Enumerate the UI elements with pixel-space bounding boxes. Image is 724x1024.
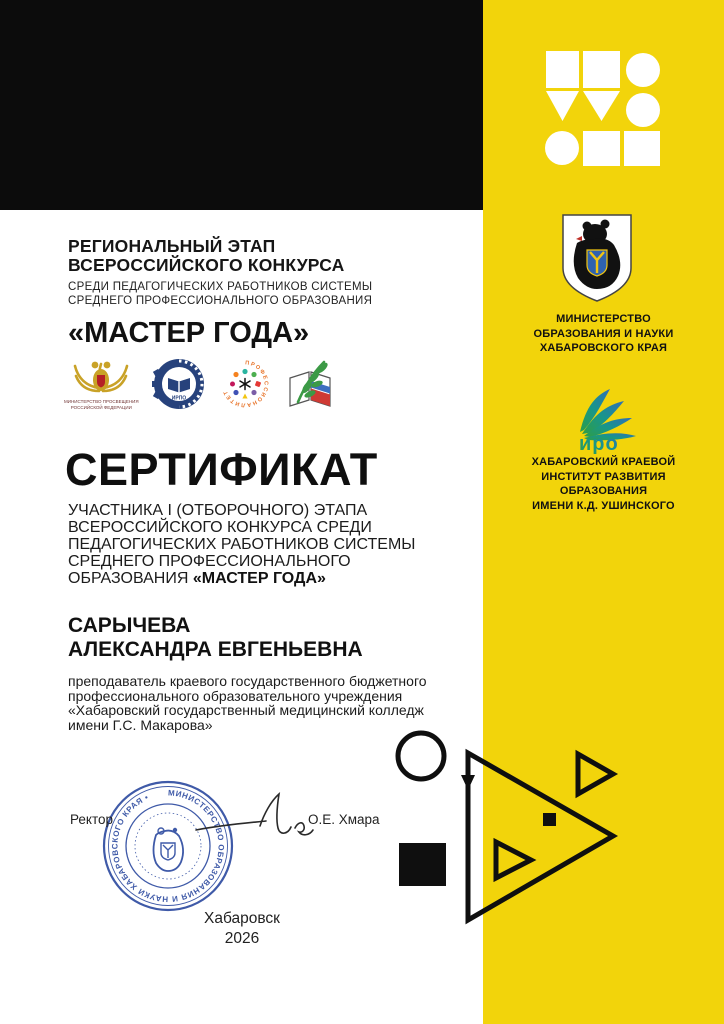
- body-line2: ВСЕРОССИЙСКОГО КОНКУРСА СРЕДИ: [68, 518, 372, 536]
- trade-union-logo: [284, 360, 336, 408]
- recipient-name: [68, 614, 363, 661]
- recipient-surname: САРЫЧЕВА: [68, 614, 191, 637]
- stamp-ring-text: МИНИСТЕРСТВО ОБРАЗОВАНИЯ И НАУКИ ХАБАРОВСКОГО КРАЯ •: [110, 788, 226, 904]
- geometric-decoration: [390, 725, 630, 935]
- footer-year: 2026: [224, 929, 260, 947]
- deco-big-triangle-icon: [468, 753, 613, 920]
- position-line1: преподаватель краевого государственного бюджетного: [68, 673, 427, 689]
- irpo-logo: [152, 357, 206, 411]
- deco-circle-icon: [398, 733, 444, 779]
- signatory-name: О.Е. Хмара: [308, 812, 380, 827]
- prof-ring-label: ПРОФЕССИОНАЛИТЕТ: [222, 360, 269, 408]
- recipient-name-patronymic: АЛЕКСАНДРА ЕВГЕНЬЕВНА: [68, 637, 363, 661]
- position-line3: «Хабаровский государственный медицинский колледж: [68, 702, 424, 719]
- union-book-icon: [284, 360, 336, 408]
- irpo-label: ИРПО: [171, 395, 186, 402]
- signatory-role: Ректор: [70, 812, 114, 827]
- minpros-caption1: МИНИСТЕРСТВО ПРОСВЕЩЕНИЯ: [64, 399, 139, 404]
- signature-scribble: [192, 790, 317, 850]
- institute-line2: ИНСТИТУТ РАЗВИТИЯ: [541, 470, 666, 483]
- deco-square-icon: [399, 843, 446, 886]
- minpros-caption2: РОССИЙСКОЙ ФЕДЕРАЦИИ: [70, 405, 132, 410]
- irpo-icon: [152, 357, 206, 411]
- deco-small-triangle-inner-icon: [496, 842, 531, 878]
- contest-heading: [68, 237, 372, 350]
- institute-line1: ХАБАРОВСКИЙ КРАЕВОЙ: [531, 456, 676, 468]
- heading-sub2: СРЕДНЕГО ПРОФЕССИОНАЛЬНОГО ОБРАЗОВАНИЯ: [68, 295, 373, 307]
- iro-label: иро: [579, 433, 619, 454]
- ministry-caption: [493, 312, 714, 356]
- position-line4: имени Г.С. Макарова»: [68, 716, 213, 733]
- partner-logos-row: [64, 352, 336, 416]
- certificate-body: [68, 503, 415, 588]
- body-line3: ПЕДАГОГИЧЕСКИХ РАБОТНИКОВ СИСТЕМЫ: [68, 535, 416, 553]
- contest-name: «МАСТЕР ГОДА»: [68, 317, 310, 349]
- heading-sub1: СРЕДИ ПЕДАГОГИЧЕСКИХ РАБОТНИКОВ СИСТЕМЫ: [68, 281, 373, 293]
- black-header: [0, 0, 483, 210]
- stamp-bear-emblem: [154, 828, 184, 871]
- ministry-line1: МИНИСТЕРСТВО: [556, 313, 651, 325]
- institute-caption: [493, 455, 714, 513]
- professionalitet-icon: [219, 358, 271, 410]
- eagle-icon: [72, 358, 130, 398]
- footer-city-year: [162, 909, 322, 948]
- body-line1: УЧАСТНИКА I (ОТБОРОЧНОГО) ЭТАПА: [68, 502, 368, 519]
- institute-line3: ОБРАЗОВАНИЯ: [559, 485, 648, 497]
- footer-city: Хабаровск: [204, 910, 280, 927]
- minpros-logo: [64, 358, 139, 410]
- certificate-title: СЕРТИФИКАТ: [65, 444, 378, 495]
- professionalitet-logo: [219, 358, 271, 410]
- deco-small-square-icon: [543, 813, 556, 826]
- heading-line2: ВСЕРОССИЙСКОГО КОНКУРСА: [68, 255, 345, 275]
- deco-arrowhead-icon: [461, 775, 475, 790]
- recipient-position: [68, 674, 427, 732]
- deco-small-triangle-top-icon: [578, 754, 613, 794]
- ministry-line3: ХАБАРОВСКОГО КРАЯ: [539, 342, 668, 354]
- body-line4: СРЕДНЕГО ПРОФЕССИОНАЛЬНОГО: [68, 552, 351, 570]
- iro-logo: [568, 386, 640, 454]
- body-contest-bold: «МАСТЕР ГОДА»: [192, 569, 326, 587]
- sidebar-shapes-pattern: [540, 45, 666, 171]
- body-line5: ОБРАЗОВАНИЯ «МАСТЕР ГОДА»: [68, 569, 326, 587]
- position-line2: профессионального образовательного учреждения: [68, 687, 403, 704]
- institute-line4: ИМЕНИ К.Д. УШИНСКОГО: [532, 499, 675, 512]
- heading-line1: РЕГИОНАЛЬНЫЙ ЭТАП: [68, 236, 276, 256]
- ministry-line2: ОБРАЗОВАНИЯ И НАУКИ: [533, 327, 674, 340]
- khabarovsk-coat-of-arms: [560, 212, 634, 304]
